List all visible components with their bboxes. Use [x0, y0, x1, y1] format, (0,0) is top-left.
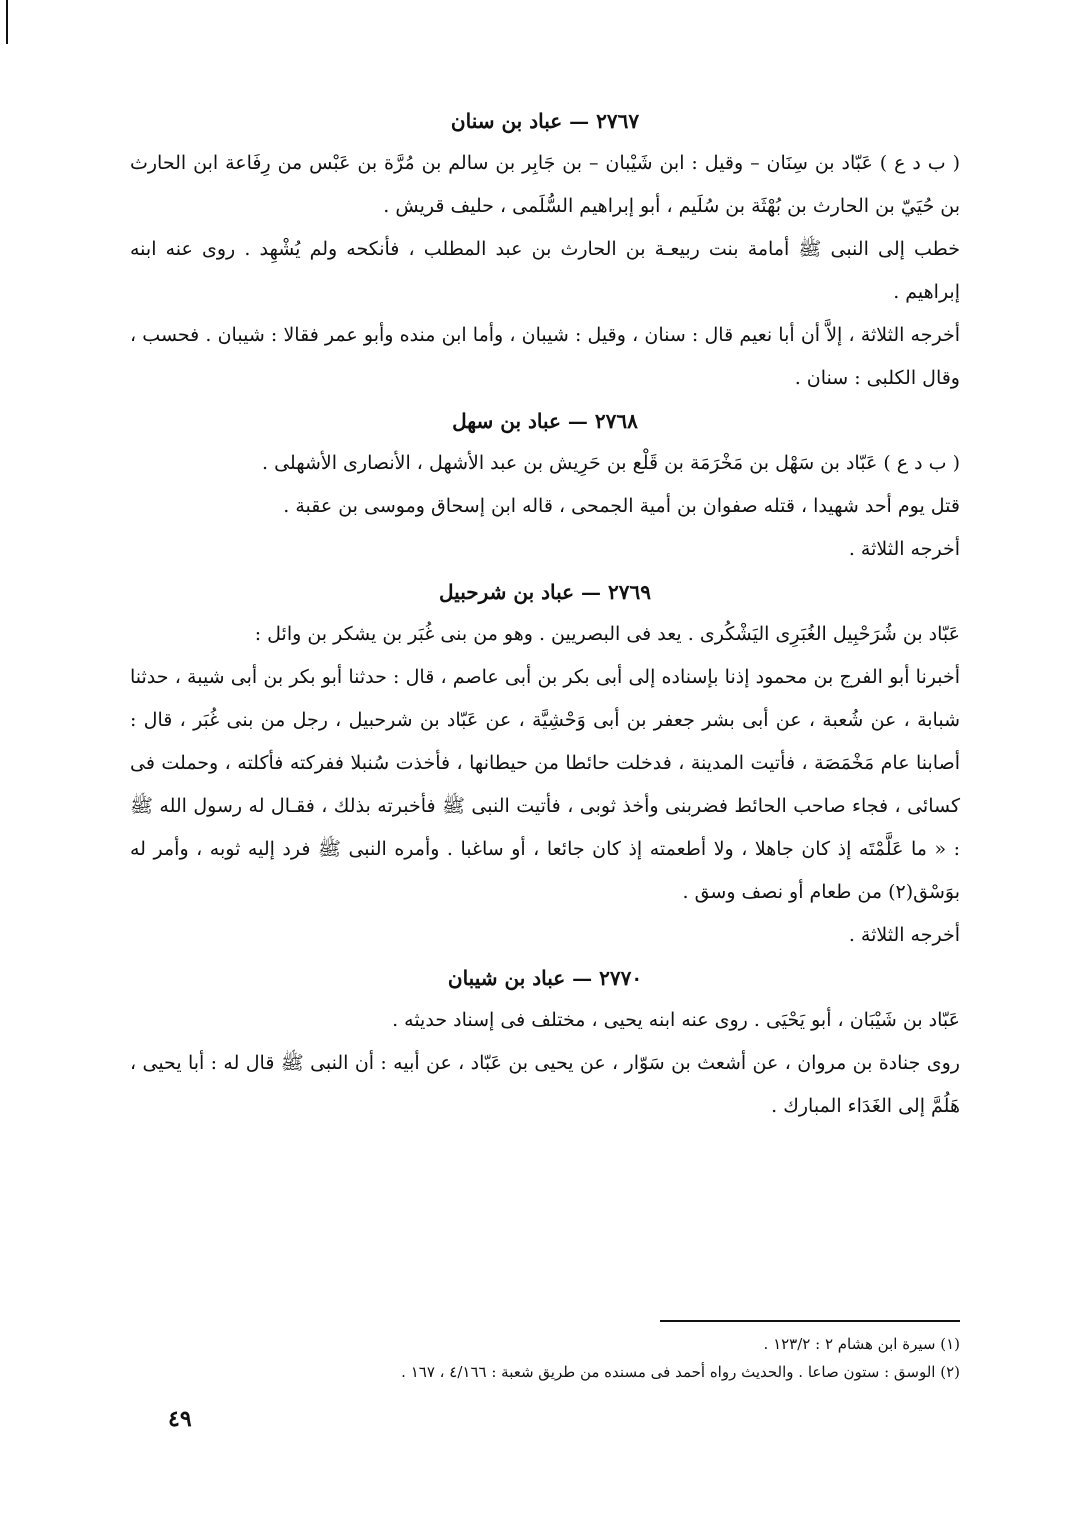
- entry-paragraph: ( ب د ع ) عَبّاد بن سَهْل بن مَخْرَمَة بن قَلْع بن حَرِيش بن عبد الأشهل ، الأنصارى الأشهلى .: [262, 452, 960, 474]
- entry-paragraph: أخرجه الثلاثة ، إلاَّ أن أبا نعيم قال : سنان ، وقيل : شيبان ، وأما ابن منده وأبو عمر فقالا : شيبان . فحسب ، وقال الكلبى : سنان .: [130, 324, 960, 389]
- entry-2768: [130, 400, 960, 571]
- footnote-1: (١) سيرة ابن هشام ٢ : ١٢٣/٢ .: [763, 1335, 960, 1353]
- footnote-2: (٢) الوسق : ستون صاعا . والحديث رواه أحمد فى مسنده من طريق شعبة : ٤/١٦٦ ، ١٦٧ .: [401, 1363, 960, 1381]
- entry-paragraph: قتل يوم أحد شهيدا ، قتله صفوان بن أمية الجمحى ، قاله ابن إسحاق وموسى بن عقبة .: [283, 495, 960, 517]
- entry-paragraph: خطب إلى النبى ﷺ أمامة بنت ربيعـة بن الحارث بن عبد المطلب ، فأنكحه ولم يُشْهِد . روى عنه ابنه إبراهيم .: [130, 238, 960, 303]
- page-body: [130, 100, 960, 1128]
- entry-2767: [130, 100, 960, 400]
- entry-paragraph: أخرجه الثلاثة .: [848, 538, 960, 560]
- entry-paragraph: ( ب د ع ) عَبّاد بن سِنَان – وقيل : ابن شَيْبان – بن جَابِر بن سالم بن مُرَّة بن عَبْس من رِفَاعة ابن الحارث بن حُيَيّ بن الحارث بن بُهْثَة بن سُلَيم ، أبو إبراهيم السُّلَمى ، حليف قريش .: [130, 152, 960, 217]
- scan-edge-mark: [6, 0, 8, 44]
- entry-paragraph: عَبّاد بن شُرَحْبِيل الغُبَرِى اليَشْكُرى . يعد فى البصريين . وهو من بنى غُبَر بن يشكر بن وائل :: [254, 623, 960, 645]
- entry-heading: ٢٧٦٧ — عباد بن سنان: [450, 109, 640, 133]
- entry-heading: ٢٧٦٩ — عباد بن شرحبيل: [439, 580, 651, 604]
- entry-2770: [130, 957, 960, 1128]
- entry-paragraph: روى جنادة بن مروان ، عن أشعث بن سَوّار ، عن يحيى بن عَبّاد ، عن أبيه : أن النبى ﷺ قال له : أبا يحيى ، هَلُمَّ إلى الغَدَاء المبارك .: [130, 1052, 960, 1117]
- footnotes: [230, 1330, 960, 1386]
- entry-heading: ٢٧٦٨ — عباد بن سهل: [452, 409, 638, 433]
- entry-paragraph: عَبّاد بن شَيْبَان ، أبو يَحْيَى . روى عنه ابنه يحيى ، مختلف فى إسناد حديثه .: [392, 1009, 960, 1031]
- entry-heading: ٢٧٧٠ — عباد بن شيبان: [447, 966, 643, 990]
- footnote-divider: [660, 1320, 960, 1322]
- entry-2769: [130, 571, 960, 957]
- page-number: ٤٩: [168, 1406, 192, 1432]
- entry-paragraph: أخبرنا أبو الفرج بن محمود إذنا بإسناده إلى أبى بكر بن أبى عاصم ، قال : حدثنا أبو بكر بن أبى شيبة ، حدثنا شبابة ، عن شُعبة ، عن أبى بشر جعفر بن أبى وَحْشِيَّة ، عن عَبّاد بن شرحبيل ، رجل من بنى غُبَر ، قال : أصابنا عام مَخْمَصَة ، فأتيت المدينة ، فدخلت حائطا من حيطانها ، فأخذت سُنبلا ففركته فأكلته ، وحملت فى كسائى ، فجاء صاحب الحائط فضربنى وأخذ ثوبى ، فأتيت النبى ﷺ فأخبرته بذلك ، فقـال له رسول الله ﷺ : « ما عَلَّمْتَه إذ كان جاهلا ، ولا أطعمته إذ كان جائعا ، أو ساغبا . وأمره النبى ﷺ فرد إليه ثوبه ، وأمر له بوَسْق(٢) من طعام أو نصف وسق .: [130, 666, 960, 903]
- entry-paragraph: أخرجه الثلاثة .: [848, 924, 960, 946]
